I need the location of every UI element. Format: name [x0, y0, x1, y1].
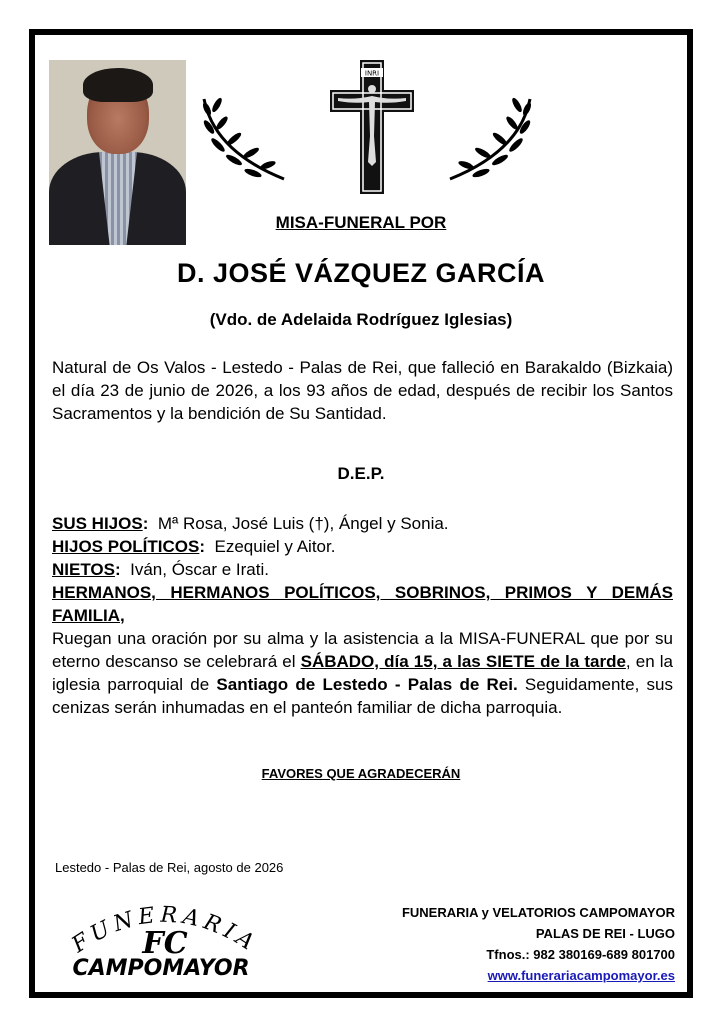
deceased-name: D. JOSÉ VÁZQUEZ GARCÍA — [176, 258, 546, 288]
grandchildren-label: NIETOS — [52, 560, 115, 579]
in-laws-names: Ezequiel y Aitor. — [214, 537, 336, 556]
intro-paragraph: Natural de Os Valos - Lestedo - Palas de Rei, que falleció en Barakaldo (Bizkaia) el día 23 de junio de 2026, a los 93 años de edad, después de recibir los Santos Sacramentos y la bendición de Su Santidad. — [52, 358, 673, 423]
laurel-branch-left-icon — [196, 95, 288, 187]
company-info — [402, 902, 675, 986]
company-city: PALAS DE REI - LUGO — [535, 926, 675, 941]
company-website-link[interactable]: www.funerariacampomayor.es — [487, 968, 675, 983]
children-line: SUS HIJOS: Mª Rosa, José Luis (†), Ángel y Sonia. — [52, 514, 449, 533]
laurel-branch-right-icon — [446, 95, 538, 187]
children-label: SUS HIJOS — [52, 514, 143, 533]
logo-bottom-text: CAMPOMAYOR — [72, 956, 250, 980]
thanks-note: FAVORES QUE AGRADECERÁN — [261, 766, 461, 781]
dep-label: D.E.P. — [337, 464, 385, 483]
in-laws-line: HIJOS POLÍTICOS: Ezequiel y Aitor. — [52, 537, 336, 556]
place-date: Lestedo - Palas de Rei, agosto de 2026 — [55, 860, 284, 875]
funeral-datetime: SÁBADO, día 15, a las SIETE de la tarde — [300, 652, 626, 671]
invitation-text-2: , en la iglesia parroquial de — [52, 652, 673, 694]
notice-heading: MISA-FUNERAL POR — [275, 213, 447, 232]
in-laws-label: HIJOS POLÍTICOS — [52, 537, 200, 556]
logo-top-text: FUNERARIA — [67, 902, 263, 959]
cross-inscription: INRI — [364, 69, 380, 78]
children-names: Mª Rosa, José Luis (†), Ángel y Sonia. — [157, 514, 449, 533]
invitation-text-1: Ruegan una oración por su alma y la asistencia a la MISA-FUNERAL que por su eterno descanso se celebrará el — [52, 629, 673, 671]
widower-of: (Vdo. de Adelaida Rodríguez Iglesias) — [209, 310, 513, 329]
invitation-text-3: Seguidamente, sus cenizas serán inhumadas en el panteón familiar de dicha parroquia. — [52, 675, 673, 717]
crucifix-icon — [328, 58, 416, 198]
company-name: FUNERARIA y VELATORIOS CAMPOMAYOR — [401, 905, 675, 920]
logo-initials: FC — [142, 926, 188, 961]
funeraria-campomayor-logo — [55, 895, 275, 980]
invitation-paragraph — [52, 627, 673, 719]
grandchildren-line: NIETOS: Iván, Óscar e Irati. — [52, 560, 269, 579]
family-section — [52, 512, 673, 719]
grandchildren-names: Iván, Óscar e Irati. — [130, 560, 269, 579]
other-relatives: HERMANOS, HERMANOS POLÍTICOS, SOBRINOS, PRIMOS Y DEMÁS FAMILIA, — [52, 583, 673, 625]
funeral-place: Santiago de Lestedo - Palas de Rei. — [216, 675, 518, 694]
company-phones: Tfnos.: 982 380169-689 801700 — [486, 947, 675, 962]
